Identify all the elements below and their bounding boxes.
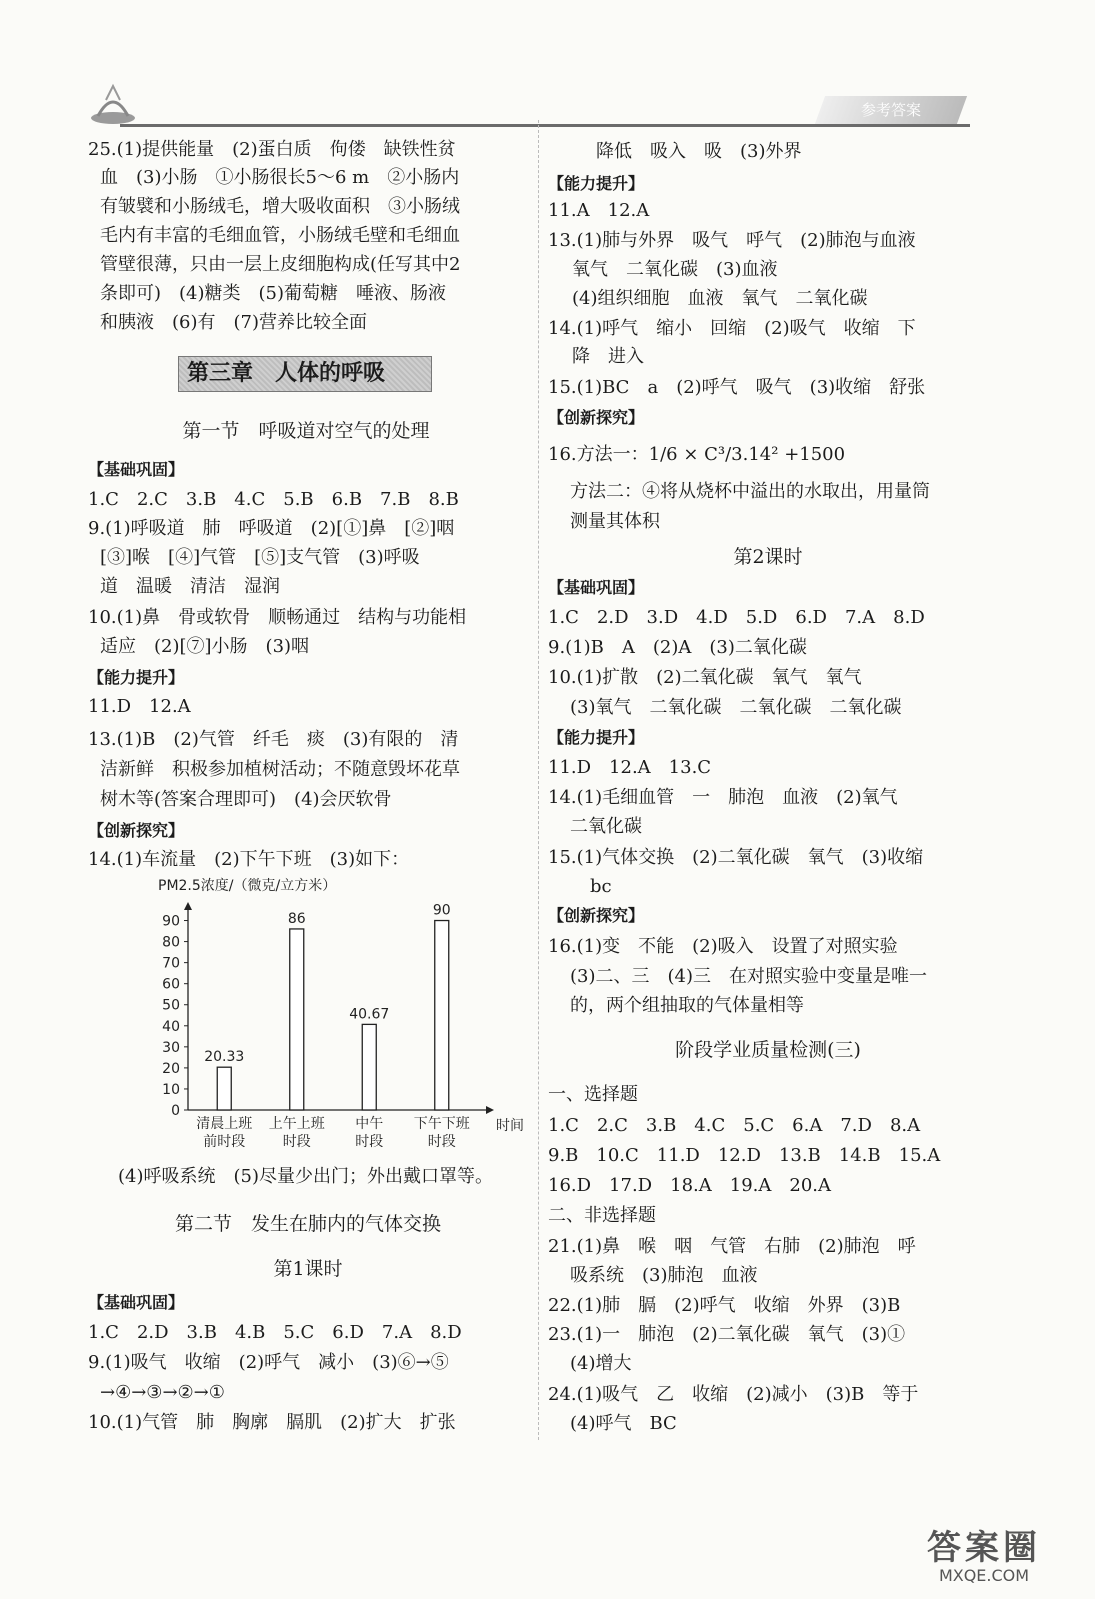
watermark-logo: [899, 1529, 1069, 1587]
text-line: 10.(1)扩散 (2)二氧化碳 氧气 氧气: [548, 667, 862, 688]
y-tick-label: 80: [162, 934, 180, 951]
text-line: 14.(1)毛细血管 一 肺泡 血液 (2)氧气: [548, 787, 898, 808]
text-line: 吸系统 (3)肺泡 血液: [570, 1265, 758, 1286]
text-line: 24.(1)吸气 乙 收缩 (2)减小 (3)B 等于: [548, 1384, 919, 1405]
bar: [435, 921, 449, 1110]
column-divider: [538, 120, 540, 1440]
header-rule: [120, 124, 970, 127]
pm25-bar-chart: [148, 876, 528, 1166]
text-line: 和胰液 (6)有 (7)营养比较全面: [100, 312, 367, 333]
text-line: 的，两个组抽取的气体量相等: [570, 995, 804, 1016]
section-label: 【能力提升】: [88, 668, 185, 687]
text-line: 10.(1)鼻 骨或软骨 顺畅通过 结构与功能相: [88, 607, 467, 628]
section-title: 第二节 发生在肺内的气体交换: [174, 1213, 441, 1235]
text-line: 1.C 2.D 3.B 4.B 5.C 6.D 7.A 8.D: [88, 1322, 462, 1343]
text-line: 二氧化碳: [570, 816, 642, 837]
text-line: 洁新鲜 积极参加植树活动；不随意毁坏花草: [100, 759, 460, 780]
text-line: 降低 吸入 吸 (3)外界: [596, 141, 802, 162]
section-label: 【能力提升】: [548, 728, 645, 747]
x-category-label: 时段: [282, 1134, 311, 1150]
bar-value-label: 40.67: [349, 1006, 390, 1023]
section-label: 【创新探究】: [548, 906, 645, 925]
text-line: 11.D 12.A: [88, 696, 191, 717]
x-axis-arrow: [486, 1106, 494, 1114]
watermark-text: 答案圈: [927, 1528, 1041, 1568]
y-tick-label: 90: [162, 913, 180, 930]
bar: [362, 1024, 376, 1110]
bar-value-label: 86: [287, 910, 306, 927]
text-line: 1.C 2.C 3.B 4.C 5.B 6.B 7.B 8.B: [88, 489, 459, 510]
text-line: 11.D 12.A 13.C: [548, 757, 712, 778]
bar-value-label: 20.33: [204, 1049, 245, 1066]
exam-title: 阶段学业质量检测(三): [675, 1039, 861, 1061]
y-tick-label: 50: [162, 997, 180, 1014]
text-line: 13.(1)肺与外界 吸气 呼气 (2)肺泡与血液: [548, 230, 916, 251]
section-label: 【能力提升】: [548, 174, 645, 193]
lesson-title: 第1课时: [273, 1258, 343, 1280]
chapter-title: 第三章 人体的呼吸: [178, 356, 432, 392]
lesson-title: 第2课时: [733, 546, 803, 568]
text-line: 10.(1)气管 肺 胸廓 膈肌 (2)扩大 扩张: [88, 1412, 456, 1433]
section-title: 第一节 呼吸道对空气的处理: [182, 420, 430, 442]
y-tick-label: 60: [162, 976, 180, 993]
text-line: 22.(1)肺 膈 (2)呼气 收缩 外界 (3)B: [548, 1295, 901, 1316]
section-label: 【基础巩固】: [88, 1293, 185, 1312]
text-line: 适应 (2)[⑦]小肠 (3)咽: [100, 636, 310, 657]
text-line: (4)增大: [570, 1353, 632, 1374]
section-label: 【创新探究】: [548, 408, 645, 427]
y-tick-label: 30: [162, 1039, 180, 1056]
text-line: 方法二：④将从烧杯中溢出的水取出，用量筒: [570, 481, 930, 502]
text-line: 树木等(答案合理即可) (4)会厌软骨: [100, 789, 392, 810]
header-tab-label: 参考答案: [860, 101, 921, 119]
text-line: →④→③→②→①: [100, 1382, 225, 1403]
text-line: (3)氧气 二氧化碳 二氧化碳 二氧化碳: [570, 697, 902, 718]
text-line: 1.C 2.D 3.D 4.D 5.D 6.D 7.A 8.D: [548, 607, 925, 628]
text-line: (4)呼气 BC: [570, 1413, 677, 1434]
text-line: bc: [590, 876, 612, 897]
text-line: 13.(1)B (2)气管 纤毛 痰 (3)有限的 清: [88, 729, 459, 750]
text-line: [③]喉 [④]气管 [⑤]支气管 (3)呼吸: [100, 547, 420, 568]
text-line: 11.A 12.A: [548, 200, 650, 221]
text-line: 氧气 二氧化碳 (3)血液: [572, 259, 778, 280]
x-axis-label: 时间: [496, 1118, 524, 1134]
bar-value-label: 90: [432, 902, 451, 919]
y-tick-label: 10: [162, 1081, 180, 1098]
header-tab: [815, 96, 967, 124]
x-category-label: 上午上班: [268, 1116, 325, 1132]
text-line: 16.D 17.D 18.A 19.A 20.A: [548, 1175, 831, 1196]
text-line: 15.(1)气体交换 (2)二氧化碳 氧气 (3)收缩: [548, 847, 924, 868]
text-line: 道 温暖 清洁 湿润: [100, 576, 280, 597]
bar: [217, 1067, 231, 1110]
text-line: 9.B 10.C 11.D 12.D 13.B 14.B 15.A: [548, 1145, 941, 1166]
text-line: 9.(1)B A (2)A (3)二氧化碳: [548, 637, 807, 658]
bar: [290, 929, 304, 1110]
y-tick-label: 70: [162, 955, 180, 972]
text-line: 有皱襞和小肠绒毛，增大吸收面积 ③小肠绒: [100, 196, 460, 217]
section-label: 【基础巩固】: [88, 460, 185, 479]
right-column: [548, 140, 988, 1460]
x-category-label: 前时段: [203, 1134, 246, 1150]
text-line: 血 (3)小肠 ①小肠很长5～6 m ②小肠内: [100, 167, 460, 188]
text-line: 管壁很薄，只由一层上皮细胞构成(任写其中2: [100, 254, 461, 275]
text-line: 21.(1)鼻 喉 咽 气管 右肺 (2)肺泡 呼: [548, 1236, 916, 1257]
section-label: 【创新探究】: [88, 821, 185, 840]
text-line: (3)二、三 (4)三 在对照实验中变量是唯一: [570, 966, 927, 987]
y-axis-arrow: [184, 902, 192, 910]
chart-title: PM2.5浓度/（微克/立方米）: [158, 878, 337, 894]
text-line: 23.(1)一 肺泡 (2)二氧化碳 氧气 (3)①: [548, 1324, 906, 1345]
text-line: 16.方法一：1/6 × C³/3.14² +1500: [548, 444, 846, 465]
x-category-label: 中午: [355, 1116, 384, 1132]
text-line: 二、非选择题: [548, 1205, 656, 1226]
watermark-url: MXQE.COM: [938, 1566, 1030, 1585]
y-tick-label: 40: [162, 1018, 180, 1035]
text-line: 25.(1)提供能量 (2)蛋白质 佝偻 缺铁性贫: [88, 139, 456, 160]
text-line: 条即可) (4)糖类 (5)葡萄糖 唾液、肠液: [100, 283, 447, 304]
x-category-label: 下午下班: [413, 1116, 470, 1132]
left-column: [88, 138, 528, 1458]
text-line: 9.(1)呼吸道 肺 呼吸道 (2)[①]鼻 [②]咽: [88, 518, 455, 539]
section-label: 【基础巩固】: [548, 578, 645, 597]
text-line: 15.(1)BC a (2)呼气 吸气 (3)收缩 舒张: [548, 377, 926, 398]
text-line: 16.(1)变 不能 (2)吸入 设置了对照实验: [548, 936, 898, 957]
x-category-label: 时段: [427, 1134, 456, 1150]
text-line: 一、选择题: [548, 1084, 638, 1105]
text-line: 1.C 2.C 3.B 4.C 5.C 6.A 7.D 8.A: [548, 1115, 921, 1136]
x-category-label: 清晨上班: [196, 1116, 253, 1132]
text-line: 14.(1)呼气 缩小 回缩 (2)吸气 收缩 下: [548, 318, 916, 339]
text-line: 降 进入: [572, 346, 644, 367]
text-line: 测量其体积: [570, 511, 660, 532]
publisher-logo: [88, 80, 138, 126]
text-line: (4)组织细胞 血液 氧气 二氧化碳: [572, 288, 868, 309]
text-line: (4)呼吸系统 (5)尽量少出门；外出戴口罩等。: [118, 1166, 493, 1187]
y-tick-label: 20: [162, 1060, 180, 1077]
y-tick-label: 0: [171, 1103, 180, 1119]
text-line: 14.(1)车流量 (2)下午下班 (3)如下：: [88, 849, 410, 870]
x-category-label: 时段: [355, 1134, 384, 1150]
text-line: 9.(1)吸气 收缩 (2)呼气 减小 (3)⑥→⑤: [88, 1352, 449, 1373]
text-line: 毛内有丰富的毛细血管，小肠绒毛壁和毛细血: [100, 225, 460, 246]
